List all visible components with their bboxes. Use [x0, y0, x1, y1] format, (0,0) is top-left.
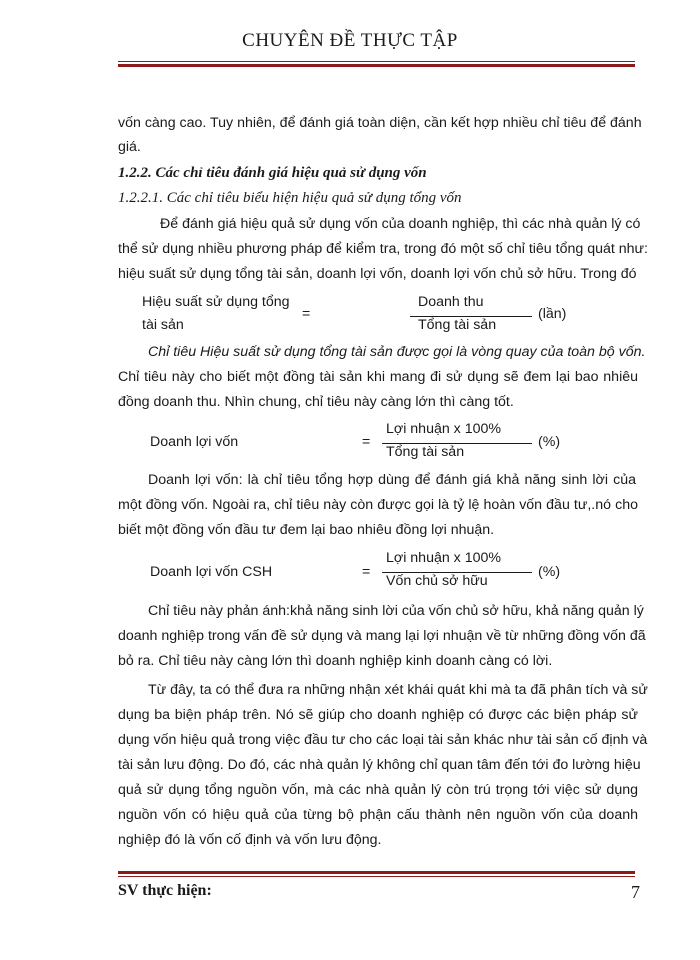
header-rule-thin [118, 61, 635, 62]
formula-1-label-line-2: tài sản [142, 317, 184, 333]
paragraph-line: hiệu suất sử dụng tổng tài sản, doanh lợi vốn, doanh lợi vốn chủ sở hữu. Trong đó [118, 266, 637, 282]
formula-2-denominator: Tổng tài sản [386, 444, 465, 460]
footer-rule-thin [118, 876, 635, 877]
formula-1-numerator: Doanh thu [418, 294, 484, 310]
formula-2-label: Doanh lợi vốn [150, 434, 239, 450]
paragraph-line: quả sử dụng tổng nguồn vốn, mà các nhà quản lý còn trú trọng tới việc sử dụng [118, 782, 638, 798]
formula-3-unit: (%) [538, 564, 561, 580]
paragraph-line: Chỉ tiêu này phản ánh:khả năng sinh lời của vốn chủ sở hữu, khả năng quản lý [148, 603, 644, 619]
page-header-title: CHUYÊN ĐỀ THỰC TẬP [242, 30, 458, 51]
section-heading-1-2-2: 1.2.2. Các chỉ tiêu đánh giá hiệu quả sử dụng vốn [118, 165, 427, 181]
paragraph-line: bỏ ra. Chỉ tiêu này càng lớn thì doanh nghiệp kinh doanh càng có lời. [118, 653, 553, 669]
page-number: 7 [631, 882, 640, 902]
header-rule-thick [118, 64, 635, 67]
formula-1-unit: (lần) [538, 306, 567, 322]
paragraph-line: một đồng vốn. Ngoài ra, chỉ tiêu này còn được gọi là tỷ lệ hoàn vốn đầu tư,.nó cho [118, 497, 638, 513]
paragraph-line: biết một đồng vốn đầu tư đem lại bao nhiêu đồng lợi nhuận. [118, 522, 495, 538]
subsection-heading-1-2-2-1: 1.2.2.1. Các chỉ tiêu biểu hiện hiệu quả sử dụng tổng vốn [118, 190, 462, 206]
formula-3-numerator: Lợi nhuận x 100% [386, 550, 502, 566]
paragraph-line: Từ đây, ta có thể đưa ra những nhận xét khái quát khi mà ta đã phân tích và sử [148, 682, 648, 698]
paragraph-line: nghiệp đó là vốn cố định và vốn lưu động. [118, 832, 382, 848]
paragraph-line: Chỉ tiêu Hiệu suất sử dụng tổng tài sản được gọi là vòng quay của toàn bộ vốn. [148, 344, 646, 360]
footer-rule-thick [118, 871, 635, 874]
paragraph-line: dụng ba biện pháp trên. Nó sẽ giúp cho doanh nghiệp có được các biện pháp sử [118, 707, 638, 723]
formula-3-label: Doanh lợi vốn CSH [150, 564, 273, 580]
formula-2-numerator: Lợi nhuận x 100% [386, 421, 502, 437]
paragraph-line: giá. [118, 139, 141, 155]
formula-1-denominator: Tổng tài sản [418, 317, 497, 333]
formula-3-equals: = [362, 564, 371, 580]
formula-1-label-line-1: Hiệu suất sử dụng tổng [142, 294, 290, 310]
paragraph-line: Chỉ tiêu này cho biết một đồng tài sản khi mang đi sử dụng sẽ đem lại bao nhiêu [118, 369, 638, 385]
formula-2-equals: = [362, 434, 371, 450]
footer-student-label: SV thực hiện: [118, 882, 212, 899]
formula-2-unit: (%) [538, 434, 561, 450]
formula-1-equals: = [302, 306, 311, 322]
formula-3-denominator: Vốn chủ sở hữu [386, 573, 488, 589]
paragraph-line: nguồn vốn có hiệu quả của từng bộ phận cấu thành nên nguồn vốn của doanh [118, 807, 638, 823]
paragraph-line: thể sử dụng nhiều phương pháp để kiểm tra, trong đó một số chỉ tiêu tổng quát như: [118, 241, 648, 257]
paragraph-line: tài sản lưu động. Do đó, các nhà quản lý không chỉ quan tâm đến tới đo lường hiệu [118, 757, 641, 773]
paragraph-line: Doanh lợi vốn: là chỉ tiêu tổng hợp dùng để đánh giá khả năng sinh lời của [148, 472, 636, 488]
paragraph-line: dụng vốn hiệu quả trong việc đầu tư cho các loại tài sản khác như tài sản cố định và [118, 732, 648, 748]
paragraph-line: vốn càng cao. Tuy nhiên, để đánh giá toàn diện, cần kết hợp nhiều chỉ tiêu để đánh [118, 115, 642, 131]
paragraph-line: đồng doanh thu. Nhìn chung, chỉ tiêu này càng lớn thì càng tốt. [118, 394, 514, 410]
paragraph-line: doanh nghiệp trong vấn đề sử dụng và mang lại lợi nhuận về từ những đồng vốn đã [118, 628, 646, 644]
paragraph-line: Để đánh giá hiệu quả sử dụng vốn của doanh nghiệp, thì các nhà quản lý có [160, 216, 641, 232]
